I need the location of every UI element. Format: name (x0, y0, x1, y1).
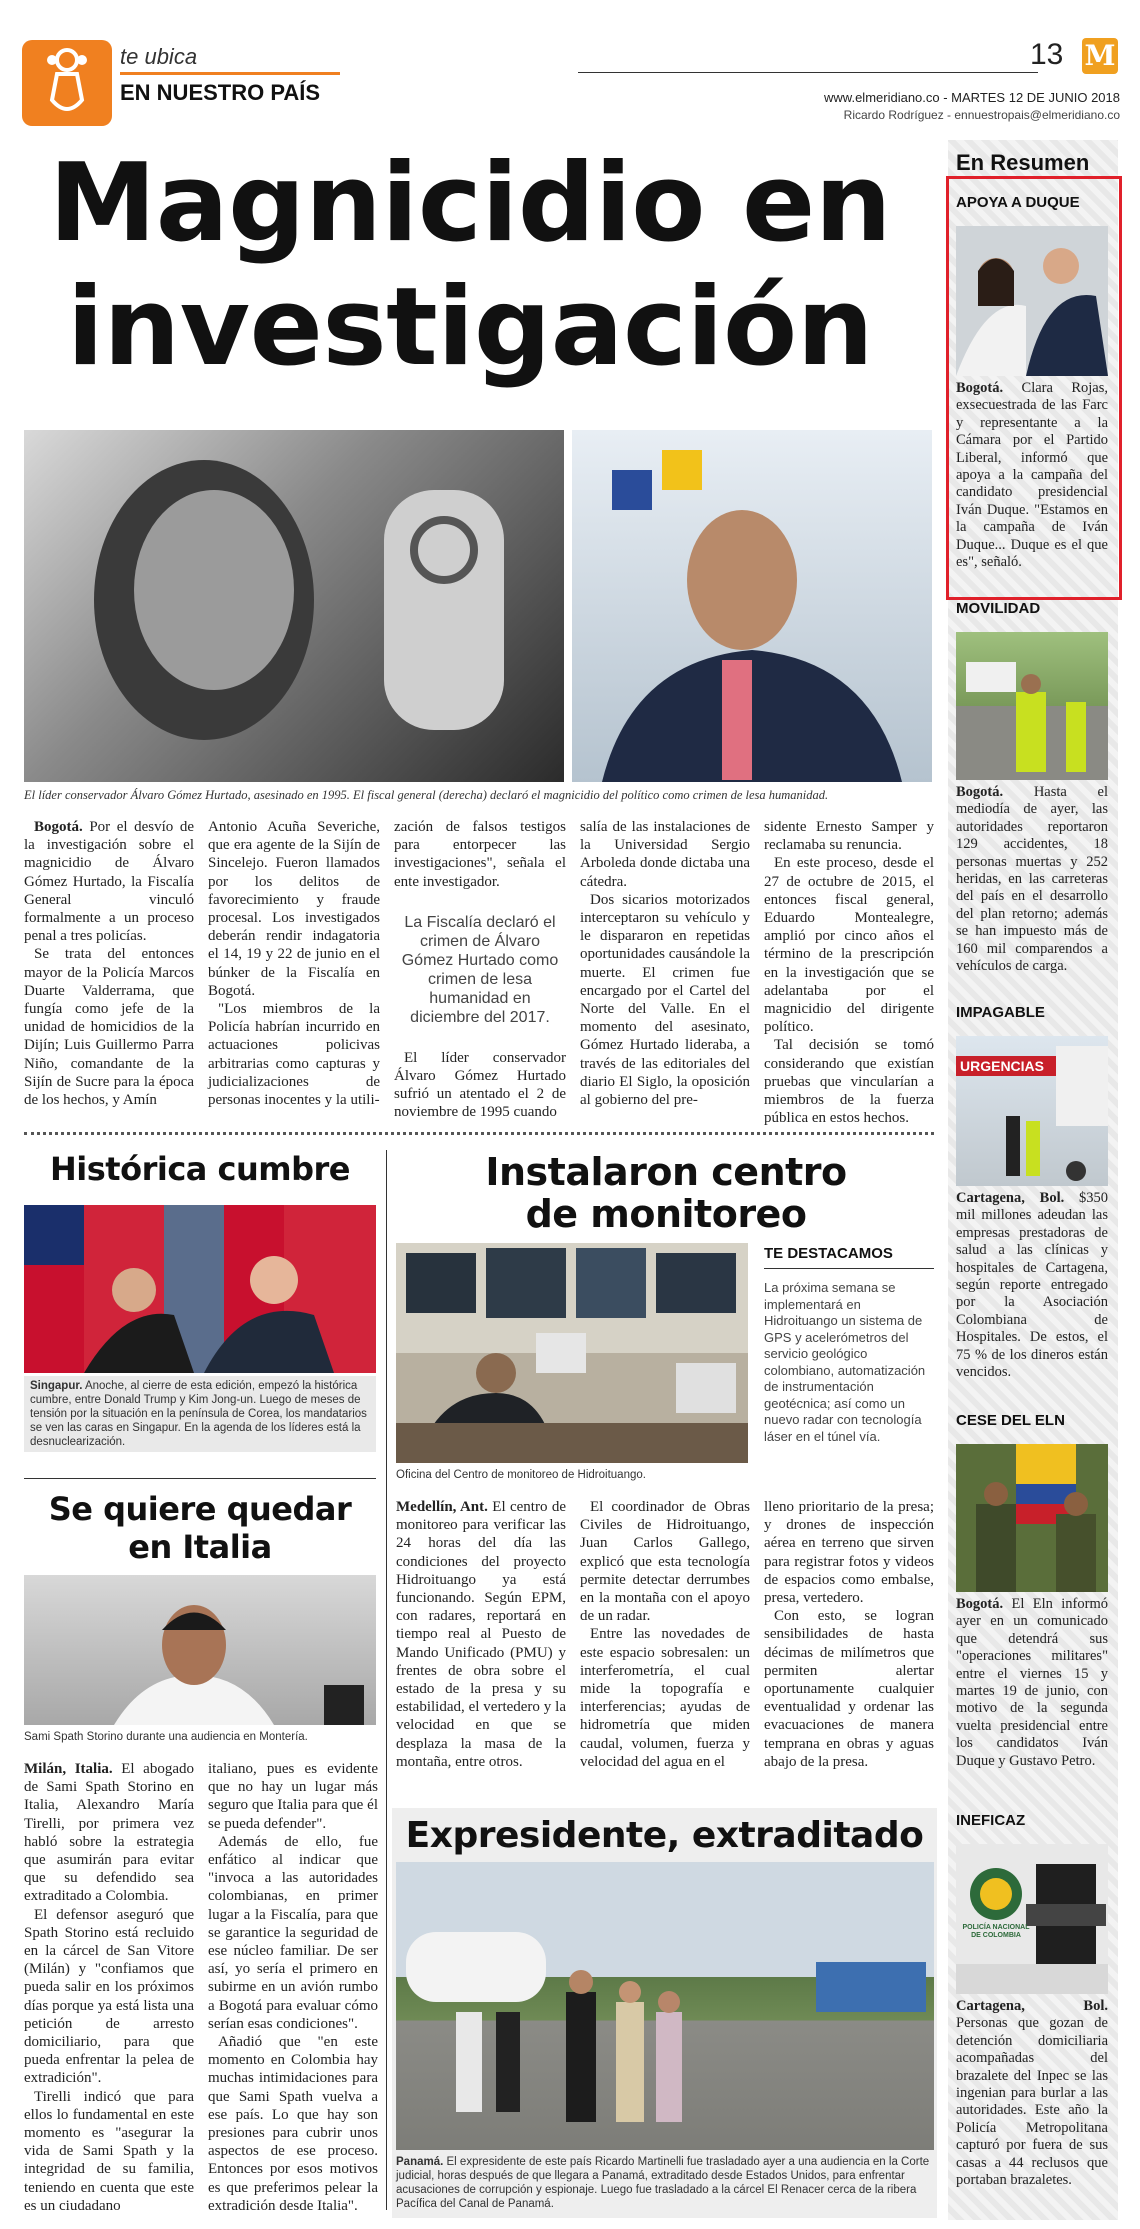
photo-gomez-hurtado (24, 430, 564, 782)
expresidente-title: Expresidente, extraditado (405, 1815, 924, 1856)
photo-movilidad (956, 632, 1108, 780)
sidebar-heading-movilidad: MOVILIDAD (956, 600, 1041, 617)
author-credit: Ricardo Rodríguez - ennuestropais@elmeridiano.co (843, 108, 1120, 122)
sidebar-text-ineficaz: Cartagena, Bol. Personas que gozan de detención domiciliaria acompañadas del brazalete del Inpec se las ingenian para burlar a las autoridades. Este año la Policía Metropolitana capturó por fuera de sus casas a 44 reclusos que portaban brazaletes. (956, 1998, 1108, 2189)
italia-caption: Sami Spath Storino durante una audiencia en Montería. (24, 1731, 308, 1743)
expresidente-caption: Panamá. El expresidente de este país Ricardo Martinelli fue trasladado ayer a una audiencia en la Corte judicial, horas después de que llegara a Panamá, extraditado desde Estados Unidos, para enfrentar acusaciones de corrupción y espionaje. Luego fue trasladado a la cárcel El Renacer cerca de la ribera Pacífica del Canal de Panamá. (396, 2156, 930, 2210)
figure-icon (22, 40, 112, 126)
italia-title-line2: en Italia (128, 1528, 272, 1566)
sidebar-heading-impagable: IMPAGABLE (956, 1004, 1045, 1021)
cumbre-divider (24, 1478, 376, 1479)
page-number: 13 (1030, 38, 1064, 71)
photo-rojas-duque (956, 226, 1108, 376)
destacamos-heading: TE DESTACAMOS (764, 1245, 893, 1262)
sidebar-text-apoya: Bogotá. Clara Rojas, exsecuestrada de las Farc y representante a la Cámara por el Partido Liberal, informó que apoya a la campaña del candidato presidencial Iván Duque. "Estamos en la campaña de Iván Duque... Duque es el que es", señaló. (956, 380, 1108, 571)
destacamos-text: La próxima semana se implementará en Hidroituango un sistema de GPS y acelerómetros del servicio geológico colombiano, automatización de instrumentación geotécnica; así como un nuevo radar con tecnología láser en el túnel vía. (764, 1280, 926, 1444)
column-divider (386, 1150, 387, 2210)
main-column-3: zación de falsos testigos para entorpecer las investigaciones", señala el ente investigador. La Fiscalía declaró el crimen de Álvaro Gómez Hurtado como crimen de lesa humanidad en diciembre del 2017. El líder conservador Álvaro Gómez Hurtado sufrió un atentado el 2 de noviembre de 1995 cuando (394, 819, 566, 1121)
monitoreo-column-2: El coordinador de Obras Civiles de Hidroituango, Juan Carlos Gallego, explicó que esta tecnología permite detectar derrumbes en la montaña con el apoyo de un radar. Entre las novedades de este espacio sobresalen: un interferometría, el cual mide la topografía e interferencias; ayudas de hidrometría que miden caudal, volumen, fuerza y velocidad del agua en el (580, 1499, 750, 1770)
monitoreo-caption: Oficina del Centro de monitoreo de Hidroituango. (396, 1469, 646, 1481)
section-divider (24, 1132, 934, 1135)
section-name: EN NUESTRO PAÍS (120, 80, 321, 105)
monitoreo-title-line1: Instalaron centro (485, 1150, 847, 1194)
cumbre-title: Histórica cumbre (49, 1150, 350, 1188)
main-photo-caption: El líder conservador Álvaro Gómez Hurtado, asesinado en 1995. El fiscal general (derecha) declaró el magnicidio del político como crimen de lesa humanidad. (24, 788, 829, 802)
newspaper-logo: M (1082, 38, 1118, 74)
main-column-4: salía de las instalaciones de la Universidad Sergio Arboleda donde dictaba una cátedra. Dos sicarios motorizados interceptaron su vehículo y le dispararon en repetidas oportunidades causándole la muerte. El crimen fue encargado por el Cartel del Norte del Valle. En el momento del asesinato, Gómez Hurtado lideraba, a través de las editoriales del diario El Siglo, la oposición al gobierno del pre- (580, 819, 750, 1109)
main-headline-line1: Magnicidio en (48, 141, 892, 266)
sidebar-text-impagable: Cartagena, Bol. $350 mil millones adeudan las empresas prestadoras de salud a las clínicas y hospitales de Cartagena, según reporte entregado por la Asociación Colombiana de Hospitales. De estos, el 75 % de los dineros están vencidos. (956, 1190, 1108, 1381)
photo-sami-spath (24, 1575, 376, 1725)
tagline-rule (120, 72, 340, 75)
destacamos-rule (764, 1268, 934, 1269)
photo-eln (956, 1444, 1108, 1592)
photo-monitoring-center (396, 1243, 748, 1463)
photo-ineficaz (956, 1844, 1108, 1994)
main-column-2: Antonio Acuña Severiche, que era agente de la Sijín de Sincelejo. Fueron llamados por los delitos de favorecimiento y fraude procesal. Los investigados deberán rendir indagatoria el 14, 19 y 22 de junio en el búnker de la Fiscalía en Bogotá. "Los miembros de la Policía habrían incurrido en actuaciones policivas arbitrarias como capturas y judicializaciones de personas inocentes y la utili- (208, 819, 380, 1109)
main-column-5: sidente Ernesto Samper y reclamaba su renuncia. En este proceso, desde el 27 de octubre de 2015, el entonces fiscal general, Eduardo Montealegre, amplió por cinco años el término de la prescripción en la investigación que se adelantaba por el magnicidio del dirigente político. Tal decisión se tomó considerando que existían pruebas que vincularían a miembros de la fuerza pública en estos hechos. (764, 819, 934, 1127)
sidebar-title: En Resumen (956, 150, 1090, 175)
sidebar-heading-apoya: APOYA A DUQUE (956, 194, 1080, 211)
sidebar-heading-ineficaz: INEFICAZ (956, 1812, 1026, 1829)
italia-column-2: italiano, pues es evidente que no hay un lugar más seguro que Italia para que él se pueda defender". Además de ello, fue enfático al indicar que "invoca a las autoridades colombianas, en primer lugar a la Fiscalía, para que se garantice la seguridad de ese núcleo familiar. De ser así, yo sería el primero en subirme en un avión rumbo a Bogotá para evaluar cómo serían esas condiciones". Añadió que "en este momento en Colombia hay muchas intimidaciones para que Sami Spath vuelva a ese país. Lo que hay son presiones para cubrir unos aspectos de ese proceso. Entonces por esos motivos es que preferimos pelear la extradición desde Italia". (208, 1761, 378, 2214)
main-headline-line2: investigación (66, 265, 874, 390)
urgencias-sign: URGENCIAS (956, 1056, 1056, 1076)
italia-title-line1: Se quiere quedar (48, 1490, 352, 1528)
photo-trump-kim (24, 1205, 376, 1373)
sidebar-text-movilidad: Bogotá. Hasta el mediodía de ayer, las autoridades reportaron 129 accidentes, 18 personas muertas y 252 heridas, en las carreteras del país en el desarrollo del plan retorno; además se han impuesto más de 160 mil comparendos a vehículos de carga. (956, 784, 1109, 975)
section-tagline: te ubica (120, 44, 198, 69)
main-column-1: Bogotá. Por el desvío de la investigación sobre el magnicidio de Álvaro Gómez Hurtado, la Fiscalía General vinculó formalmente a un proceso penal a tres policías. Se trata del entonces mayor de la Policía Marcos Duarte Valderrama, que fungía como jefe de la unidad de homicidios de la Dijín; Luis Guillermo Parra Niño, comandante de la Sijín de Sucre para la época de los hechos, y Amín (24, 819, 195, 1109)
italia-column-1: Milán, Italia. El abogado de Sami Spath Storino en Italia, Alexandro María Tirelli, por primera vez habló sobre la estrategia que asumirán para evitar que su defendido sea extraditado a Colombia. El defensor aseguró que Spath Storino está recluido en la cárcel de San Vitore (Milán) y "confiamos que pueda salir en los próximos días porque ya está lista una petición de arresto domiciliario, para que pueda enfrentar la pelea de extradición". Tirelli indicó que para ellos lo fundamental en este momento es "asegurar la vida de Sami Spath y la integridad de su familia, teniendo en cuenta que este es un ciudadano (24, 1761, 194, 2214)
section-logo (22, 40, 112, 126)
police-logo-text: POLICÍA NACIONAL DE COLOMBIA (962, 1924, 1030, 1939)
monitoreo-column-3: lleno prioritario de la presa; y drones de inspección aérea en terreno que sirven para registrar fotos y videos de espacios como embalse, presa, vertedero. Con esto, se logran sensibilidades de hasta décimas de milímetros que permiten alertar oportunamente cualquier eventualidad y ordenar las evacuaciones de manera temprana en obras y aguas abajo de la presa. (764, 1499, 934, 1770)
sidebar-text-eln: Bogotá. El Eln informó ayer en un comunicado que detendrá sus "operaciones militares" entre el viernes 15 y martes 19 de junio, con motivo de la segunda vuelta presidencial entre los candidatos Iván Duque y Gustavo Petro. (956, 1596, 1108, 1769)
monitoreo-column-1: Medellín, Ant. El centro de monitoreo para verificar las 24 horas del día las condiciones del proyecto Hidroituango ya está funcionando. Según EPM, con radares, reportará en tiempo real al Puesto de Mando Unificado (PMU) y frentes de obra sobre el estado de la presa y su estabilidad, el vertedero y la velocidad en que se desplaza la masa de la montaña, entre otros. (396, 1499, 567, 1770)
pull-quote: La Fiscalía declaró el crimen de Álvaro Gómez Hurtado como crimen de lesa humanidad en diciembre del 2017. (401, 913, 559, 1026)
photo-impagable (956, 1036, 1108, 1186)
cumbre-caption: Singapur. Anoche, al cierre de esta edición, empezó la histórica cumbre, entre Donald Trump y Kim Jong-un. Luego de meses de tensión por la situación en la península de Corea, los mandatarios se ven las caras en Singapur. En la agenda de los líderes está la desnuclearización. (24, 1376, 376, 1452)
masthead-rule (578, 72, 1038, 73)
photo-martinelli (396, 1862, 934, 2150)
photo-fiscal-general (572, 430, 932, 782)
site-date: www.elmeridiano.co - MARTES 12 DE JUNIO 2018 (824, 90, 1120, 105)
monitoreo-title-line2: de monitoreo (525, 1192, 807, 1236)
sidebar-heading-eln: CESE DEL ELN (956, 1412, 1065, 1429)
